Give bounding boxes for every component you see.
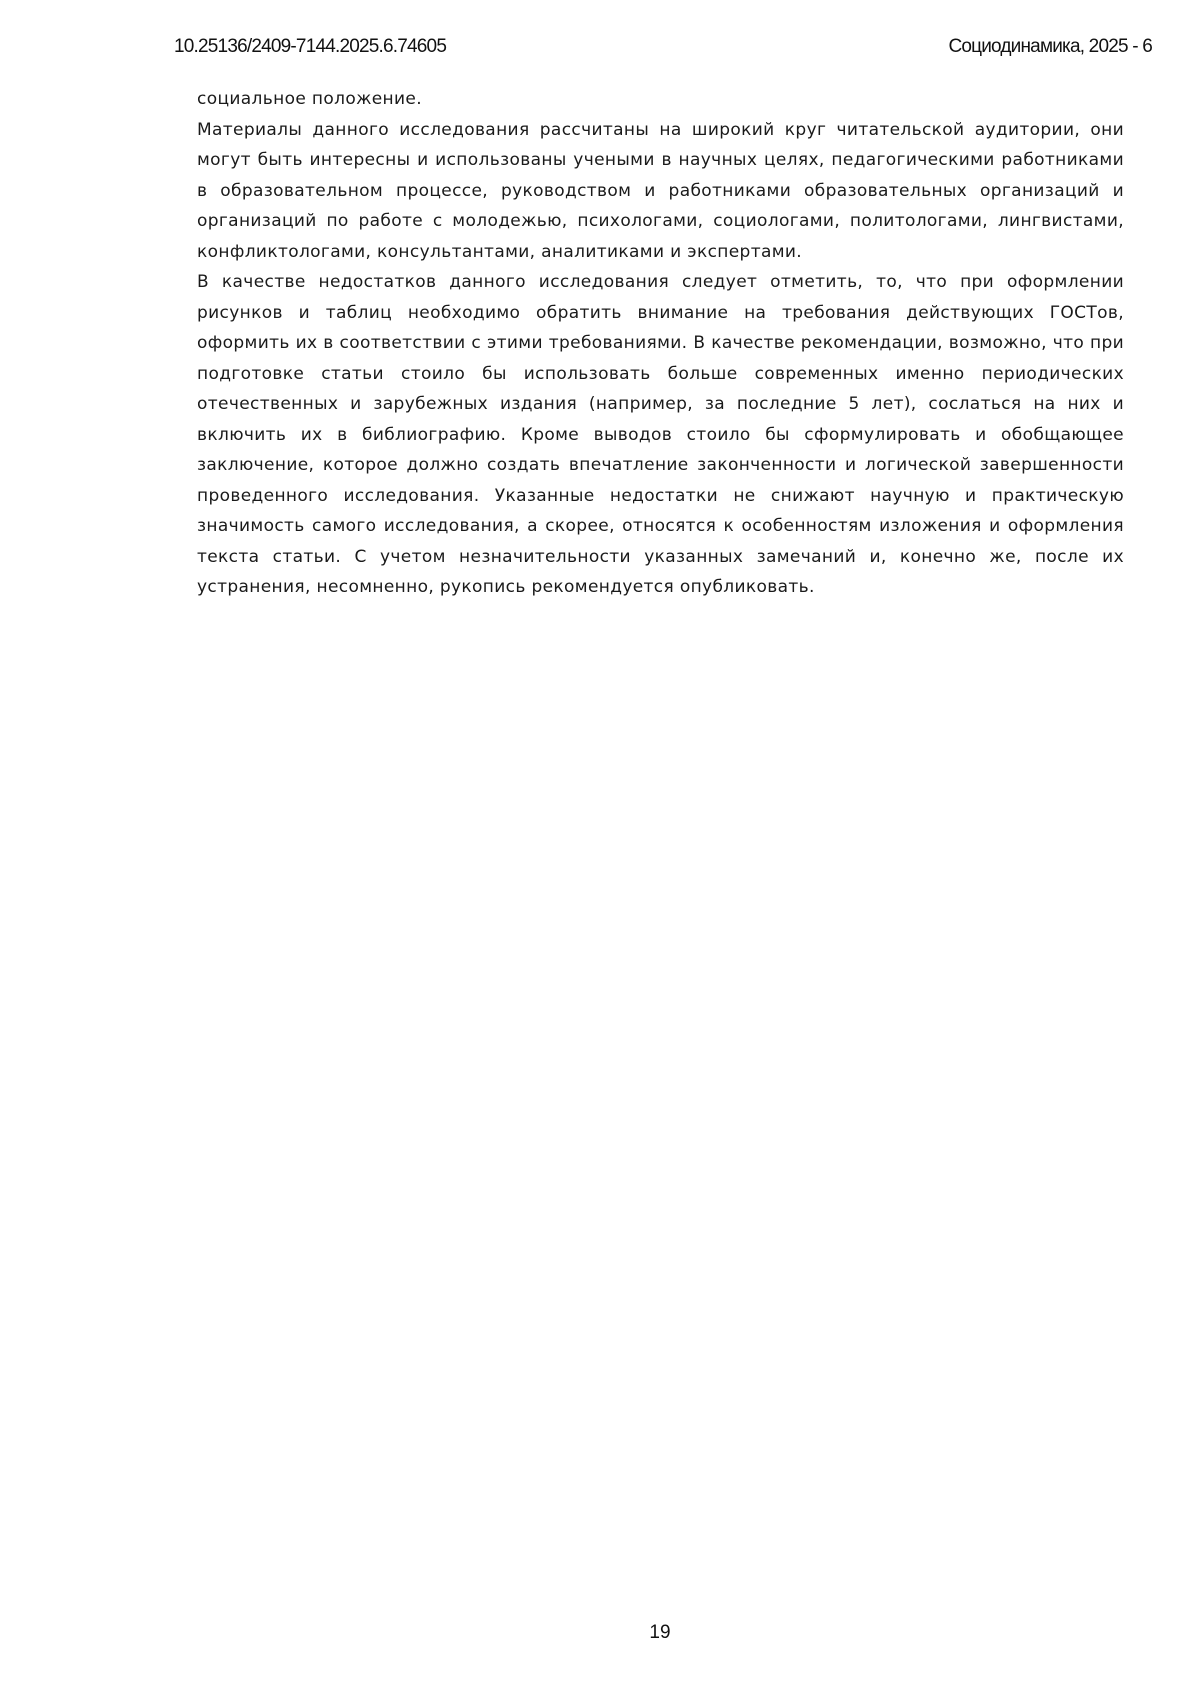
paragraph: Материалы данного исследования рассчитаны на широкий круг читательской аудитории, они могут быть интересны и использованы учеными в научных целях, педагогическими работниками в образовательном процессе, руководством и работниками образовательных организаций и организаций по работе с молодежью, психологами, социологами, политологами, лингвистами, конфликтологами, консультантами, аналитиками и экспертами.	[197, 119, 1124, 262]
paragraph: В качестве недостатков данного исследования следует отметить, то, что при оформлении рисунков и таблиц необходимо обратить внимание на требования действующих ГОСТов, оформить их в соответствии с этими требованиями. В качестве рекомендации, возможно, что при подготовке статьи стоило бы использовать больше современных именно периодических отечественных и зарубежных издания (например, за последние 5 лет), сослаться на них и включить их в библиографию. Кроме выводов стоило бы сформулировать и обобщающее заключение, которое должно создать впечатление законченности и логической завершенности проведенного исследования. Указанные недостатки не снижают научную и практическую значимость самого исследования, а скорее, относятся к особенностям изложения и оформления текста статьи. С учетом незначительности указанных замечаний и, конечно же, после их устранения, несомненно, рукопись рекомендуется опубликовать.	[197, 272, 1124, 597]
body-text	[197, 84, 1124, 603]
journal-issue-label: Социодинамика, 2025 - 6	[948, 36, 1152, 57]
page-header	[174, 36, 1152, 60]
paragraph: социальное положение.	[197, 89, 422, 109]
doi-label: 10.25136/2409-7144.2025.6.74605	[174, 36, 447, 57]
page-number: 19	[649, 1622, 671, 1643]
